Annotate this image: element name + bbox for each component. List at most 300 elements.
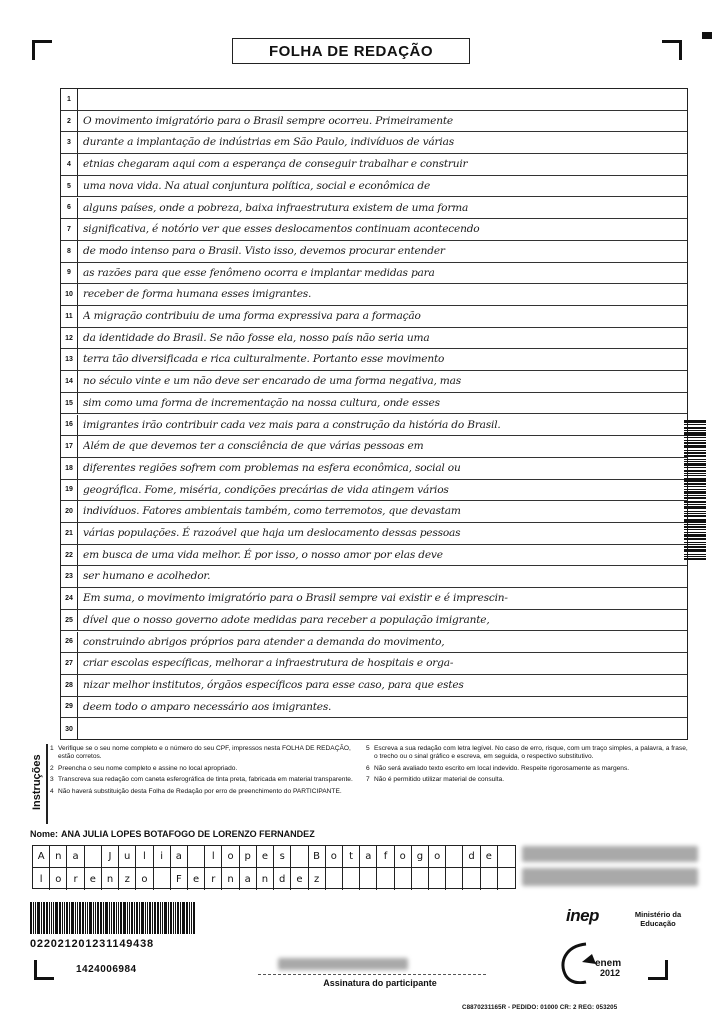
name-grid-cell: B	[309, 846, 326, 867]
name-grid-cell: a	[67, 846, 84, 867]
line-number: 23	[61, 566, 78, 587]
barcode-bar	[152, 902, 153, 934]
name-label: Nome:	[30, 829, 59, 839]
barcode-bar	[120, 902, 122, 934]
name-grid-cell	[498, 868, 515, 890]
signature-label: Assinatura do participante	[323, 978, 437, 988]
barcode-bar	[684, 538, 706, 540]
name-grid-row-1	[33, 846, 515, 868]
barcode-bar	[684, 430, 706, 431]
barcode-bar	[33, 902, 34, 934]
name-grid-cell: e	[257, 846, 274, 867]
barcode-bar	[684, 554, 706, 555]
essay-line	[61, 198, 687, 220]
inep-logo: inep	[566, 906, 599, 925]
barcode-bar	[684, 452, 706, 454]
handwritten-text: terra tão diversificada e rica culturalmente. Portanto esse movimento	[83, 353, 445, 366]
barcode-bar	[684, 437, 706, 438]
essay-line	[61, 349, 687, 371]
essay-line	[61, 653, 687, 675]
name-grid-row-2	[33, 868, 515, 890]
barcode-bar	[182, 902, 185, 934]
barcode-bar	[71, 902, 74, 934]
barcode-bar	[684, 424, 706, 425]
name-grid-cell: p	[240, 846, 257, 867]
handwritten-text: nizar melhor institutos, órgãos específicos para esse caso, para que estes	[83, 678, 464, 691]
handwritten-text: indivíduos. Fatores ambientais também, como terremotos, que devastam	[83, 505, 461, 518]
barcode-bar	[103, 902, 104, 934]
name-grid-cell: e	[85, 868, 102, 890]
barcode-bar	[51, 902, 52, 934]
name-grid-cell: o	[136, 868, 153, 890]
barcode-bar	[43, 902, 45, 934]
barcode-bar	[147, 902, 148, 934]
barcode-bar	[111, 902, 112, 934]
name-grid-cell: a	[240, 868, 257, 890]
line-number: 20	[61, 501, 78, 522]
essay-line	[61, 632, 687, 654]
signature-line	[258, 974, 486, 975]
barcode-bar	[85, 902, 86, 934]
instruction-item	[50, 765, 358, 773]
name-grid-cell: n	[257, 868, 274, 890]
barcode-bar	[131, 902, 133, 934]
barcode-bar	[145, 902, 146, 934]
essay-line	[61, 176, 687, 198]
barcode-bar	[684, 524, 706, 525]
barcode-bar	[82, 902, 84, 934]
instruction-number: 2	[50, 764, 54, 772]
line-number: 25	[61, 610, 78, 631]
essay-line	[61, 501, 687, 523]
name-grid-cell: l	[205, 846, 222, 867]
barcode-bar	[49, 902, 50, 934]
line-number: 27	[61, 653, 78, 674]
essay-line	[61, 523, 687, 545]
barcode-bar	[53, 902, 54, 934]
barcode-bar	[118, 902, 119, 934]
instructions-left-column	[50, 745, 358, 799]
barcode-bar	[684, 420, 706, 423]
handwritten-text: diferentes regiões sofrem com problemas na esfera econômica, social ou	[83, 461, 461, 474]
name-grid-cell: u	[119, 846, 136, 867]
barcode-bar	[684, 549, 706, 552]
redacted-signature	[278, 958, 408, 970]
line-number: 18	[61, 458, 78, 479]
barcode-bar	[79, 902, 81, 934]
name-grid-cell	[188, 846, 205, 867]
instruction-text: Verifique se o seu nome completo e o número do seu CPF, impressos nesta FOLHA DE REDAÇÃO, estão corretos.	[58, 745, 351, 761]
name-grid-cell	[498, 846, 515, 867]
handwritten-text: imigrantes irão contribuir cada vez mais para a construção da história do Brasil.	[83, 418, 501, 431]
registration-mark-bottom-left	[34, 960, 54, 980]
barcode-bar	[684, 497, 706, 499]
name-grid-cell: F	[171, 868, 188, 890]
inscription-number: 1424006984	[76, 964, 137, 975]
handwritten-text: da identidade do Brasil. Se não fosse ela, nosso país não seria uma	[83, 331, 430, 344]
barcode-bar	[684, 455, 706, 457]
essay-line	[61, 371, 687, 393]
barcode-bar	[684, 558, 706, 560]
barcode-bar	[55, 902, 58, 934]
barcode-bar	[684, 529, 706, 530]
handwritten-text: várias populações. É razoável que haja um deslocamento dessas pessoas	[83, 527, 461, 539]
barcode-bar	[684, 459, 706, 460]
barcode-bar	[35, 902, 36, 934]
handwritten-text	[83, 89, 681, 110]
essay-line	[61, 393, 687, 415]
line-number: 4	[61, 154, 78, 175]
registration-mark-top-right	[662, 40, 682, 60]
handwritten-text: receber de forma humana esses imigrantes.	[83, 288, 312, 301]
enem-wordmark: enem	[595, 958, 622, 969]
barcode-bar	[684, 489, 706, 490]
essay-line	[61, 89, 687, 111]
instructions-right-column	[366, 745, 692, 788]
essay-line	[61, 263, 687, 285]
barcode-bar	[684, 442, 706, 444]
handwritten-text: sim como uma forma de incrementação na nossa cultura, onde esses	[83, 396, 440, 409]
handwritten-text: as razões para que esse fenômeno ocorra e implantar medidas para	[83, 266, 435, 279]
essay-line	[61, 436, 687, 458]
name-grid-cell: n	[222, 868, 239, 890]
barcode-bar	[684, 483, 706, 485]
registration-mark-top-left	[32, 40, 52, 60]
line-number: 7	[61, 219, 78, 240]
barcode-bar	[127, 902, 128, 934]
barcode-bar	[162, 902, 163, 934]
barcode-bar	[41, 902, 42, 934]
name-grid-cell	[343, 868, 360, 890]
line-number: 3	[61, 132, 78, 153]
essay-line	[61, 219, 687, 241]
barcode-bar	[684, 506, 706, 509]
barcode-bar	[684, 504, 706, 505]
name-grid-cell: r	[67, 868, 84, 890]
barcode-bar	[62, 902, 63, 934]
barcode-bar	[684, 534, 706, 537]
name-grid-cell	[463, 868, 480, 890]
barcode-bar	[684, 440, 706, 441]
name-grid-cell: z	[119, 868, 136, 890]
redacted-cpf	[522, 846, 698, 862]
barcode-bar	[139, 902, 140, 934]
essay-sheet	[60, 88, 688, 740]
barcode-bar	[141, 902, 144, 934]
barcode-bar	[129, 902, 130, 934]
barcode-bar	[113, 902, 115, 934]
line-number: 2	[61, 111, 78, 132]
enem-year: 2012	[600, 968, 621, 978]
line-number: 17	[61, 436, 78, 457]
name-grid-cell: A	[33, 846, 50, 867]
barcode-bar	[95, 902, 96, 934]
barcode-bar	[684, 470, 706, 472]
line-number: 13	[61, 349, 78, 370]
essay-line	[61, 566, 687, 588]
name-grid-cell: d	[274, 868, 291, 890]
handwritten-text: geográfica. Fome, miséria, condições precárias de vida atingem vários	[83, 483, 449, 496]
name-grid-cell	[481, 868, 498, 890]
barcode-bar	[37, 902, 40, 934]
footer-code: C8870231165R - PEDIDO: 01000 CR: 2 REG: 053205	[462, 1004, 618, 1011]
barcode-bar	[684, 495, 706, 496]
name-grid-cell: n	[102, 868, 119, 890]
handwritten-text: construindo abrigos próprios para atender a demanda do movimento,	[83, 635, 445, 648]
handwritten-text: uma nova vida. Na atual conjuntura política, social e econômica de	[83, 179, 431, 192]
essay-line	[61, 154, 687, 176]
handwritten-text: Em suma, o movimento imigratório para o Brasil sempre vai existir e é imprescin-	[83, 592, 508, 605]
redacted-id	[522, 868, 698, 886]
barcode-bar	[684, 473, 706, 474]
name-grid-cell	[446, 868, 463, 890]
name-grid-cell: o	[50, 868, 67, 890]
registration-mark-bottom-right	[648, 960, 668, 980]
instruction-item	[50, 745, 358, 762]
instruction-item	[50, 788, 358, 796]
barcode-bar	[157, 902, 159, 934]
essay-line	[61, 588, 687, 610]
barcode-bar	[684, 450, 706, 451]
name-grid-cell: e	[291, 868, 308, 890]
barcode-bar	[684, 526, 706, 528]
line-number: 19	[61, 480, 78, 501]
barcode-bar	[684, 546, 706, 548]
instructions-label: Instruções	[31, 754, 43, 810]
barcode-bar	[684, 478, 706, 482]
barcode-bar	[105, 902, 108, 934]
barcode-bar	[46, 902, 48, 934]
handwritten-text: durante a implantação de indústrias em São Paulo, indivíduos de várias	[83, 136, 454, 149]
barcode-bar	[97, 902, 99, 934]
barcode-bar	[193, 902, 195, 934]
instruction-text: Preencha o seu nome completo e assine no local apropriado.	[58, 764, 238, 772]
timing-mark	[702, 32, 712, 39]
barcode-bar	[170, 902, 172, 934]
name-grid-cell: s	[274, 846, 291, 867]
instruction-text: Escreva a sua redação com letra legível. No caso de erro, risque, com um traço simples, a palavra, a frase, o trecho ou o sinal gráfico e escreva, em seguida, o respectivo substitutivo.	[374, 745, 688, 761]
line-number: 21	[61, 523, 78, 544]
essay-line	[61, 545, 687, 567]
essay-line	[61, 328, 687, 350]
name-grid-cell: J	[102, 846, 119, 867]
name-grid-cell	[429, 868, 446, 890]
name-grid-cell	[412, 868, 429, 890]
instruction-item	[366, 776, 692, 784]
line-number: 1	[61, 89, 78, 110]
form-title: FOLHA DE REDAÇÃO	[232, 38, 470, 64]
name-grid-cell	[377, 868, 394, 890]
barcode-bar	[154, 902, 156, 934]
name-grid-cell	[154, 868, 171, 890]
barcode-bar	[180, 902, 181, 934]
barcode-bar	[175, 902, 176, 934]
instruction-item	[366, 765, 692, 773]
name-grid-cell: o	[395, 846, 412, 867]
name-grid-cell: d	[463, 846, 480, 867]
instruction-text: Transcreva sua redação com caneta esferográfica de tinta preta, fabricada em material transparente.	[58, 776, 353, 784]
barcode-bar	[168, 902, 169, 934]
barcode-bar	[89, 902, 92, 934]
line-number: 29	[61, 697, 78, 718]
name-grid-cell	[326, 868, 343, 890]
line-number: 5	[61, 176, 78, 197]
barcode-bar	[684, 467, 706, 468]
handwritten-text: A migração contribuiu de uma forma expressiva para a formação	[83, 310, 421, 322]
barcode-bar	[149, 902, 151, 934]
barcode-bar	[684, 432, 706, 436]
handwritten-text	[83, 718, 681, 740]
handwritten-text: dível que o nosso governo adote medidas para receber a população imigrante,	[83, 613, 490, 626]
name-grid-cell: g	[412, 846, 429, 867]
name-grid-cell: e	[188, 868, 205, 890]
instruction-item	[366, 745, 692, 762]
line-number: 28	[61, 675, 78, 696]
barcode-bar	[109, 902, 110, 934]
line-number: 24	[61, 588, 78, 609]
barcode-bar	[30, 902, 32, 934]
name-grid-cell: a	[360, 846, 377, 867]
barcode-bar	[177, 902, 179, 934]
essay-line	[61, 480, 687, 502]
essay-line	[61, 306, 687, 328]
barcode-bar	[160, 902, 161, 934]
name-grid-cell	[85, 846, 102, 867]
instruction-number: 6	[366, 764, 370, 772]
barcode-bar	[684, 556, 706, 557]
handwritten-text: em busca de uma vida melhor. É por isso, o nosso amor por elas deve	[83, 548, 443, 561]
bottom-barcode	[30, 902, 198, 934]
barcode-bar	[93, 902, 94, 934]
name-grid-cell: r	[205, 868, 222, 890]
barcode-bar	[684, 513, 706, 514]
line-number: 8	[61, 241, 78, 262]
handwritten-text: ser humano e acolhedor.	[83, 570, 211, 583]
handwritten-text: deem todo o amparo necessário aos imigrantes.	[83, 700, 332, 713]
name-grid-cell: o	[429, 846, 446, 867]
essay-line	[61, 241, 687, 263]
handwritten-text: significativa, é notório ver que esses deslocamentos continuam acontecendo	[83, 223, 480, 236]
line-number: 30	[61, 718, 78, 740]
handwritten-text: de modo intenso para o Brasil. Visto isso, devemos procurar entender	[83, 244, 445, 257]
instruction-text: Não será avaliado texto escrito em local indevido. Respeite rigorosamente as margens.	[374, 764, 630, 772]
handwritten-text: no século vinte e um não deve ser encarado de uma forma negativa, mas	[83, 375, 461, 388]
essay-line	[61, 610, 687, 632]
barcode-bar	[164, 902, 167, 934]
barcode-bar	[684, 532, 706, 533]
side-barcode	[684, 420, 706, 600]
name-grid-cell: o	[326, 846, 343, 867]
line-number: 15	[61, 393, 78, 414]
name-grid-cell: t	[343, 846, 360, 867]
handwritten-text: alguns países, onde a pobreza, baixa infraestrutura existem de uma forma	[83, 201, 469, 214]
barcode-bar	[66, 902, 68, 934]
barcode-bar	[684, 461, 706, 462]
ministry-label: Ministério da Educação	[634, 910, 682, 928]
barcode-bar	[69, 902, 70, 934]
participant-name: ANA JULIA LOPES BOTAFOGO DE LORENZO FERNANDEZ	[61, 829, 315, 839]
essay-line	[61, 111, 687, 133]
handwritten-text: criar escolas específicas, melhorar a infraestrutura de hospitais e orga-	[83, 657, 454, 670]
barcode-bar	[684, 515, 706, 517]
line-number: 6	[61, 198, 78, 219]
essay-line	[61, 697, 687, 719]
barcode-bar	[134, 902, 135, 934]
barcode-bar	[684, 486, 706, 487]
essay-line	[61, 132, 687, 154]
barcode-bar	[684, 544, 706, 545]
name-grid-cell: z	[309, 868, 326, 890]
barcode-bar	[684, 491, 706, 494]
name-grid	[32, 845, 516, 889]
name-grid-cell	[291, 846, 308, 867]
name-grid-cell: a	[171, 846, 188, 867]
line-number: 11	[61, 306, 78, 327]
barcode-bar	[87, 902, 88, 934]
essay-line	[61, 718, 687, 740]
handwritten-text: Além de que devemos ter a consciência de que várias pessoas em	[83, 440, 424, 453]
handwritten-text: etnias chegaram aqui com a esperança de conseguir trabalhar e construir	[83, 158, 468, 171]
barcode-bar	[59, 902, 61, 934]
barcode-bar	[136, 902, 138, 934]
line-number: 16	[61, 415, 78, 436]
line-number: 9	[61, 263, 78, 284]
essay-line	[61, 284, 687, 306]
instruction-text: Não é permitido utilizar material de consulta.	[374, 776, 505, 784]
barcode-bar	[189, 902, 190, 934]
name-grid-cell: n	[50, 846, 67, 867]
essay-line	[61, 415, 687, 437]
barcode-bar	[684, 475, 706, 476]
line-number: 10	[61, 284, 78, 305]
barcode-bar	[684, 542, 706, 543]
participant-name-line	[30, 829, 315, 839]
name-grid-cell: e	[481, 846, 498, 867]
barcode-bar	[64, 902, 65, 934]
line-number: 22	[61, 545, 78, 566]
name-grid-cell: f	[377, 846, 394, 867]
barcode-bar	[186, 902, 188, 934]
barcode-bar	[75, 902, 76, 934]
name-grid-cell	[446, 846, 463, 867]
name-grid-cell: i	[154, 846, 171, 867]
line-number: 26	[61, 632, 78, 653]
name-grid-cell: o	[222, 846, 239, 867]
barcode-number: 022021201231149438	[30, 938, 154, 950]
name-grid-cell: l	[33, 868, 50, 890]
instruction-text: Não haverá substituição desta Folha de Redação por erro de preenchimento do PARTICIPANTE.	[58, 787, 342, 795]
barcode-bar	[100, 902, 102, 934]
barcode-bar	[173, 902, 174, 934]
barcode-bar	[116, 902, 117, 934]
barcode-bar	[684, 445, 706, 448]
instruction-number: 5	[366, 745, 370, 752]
essay-line	[61, 675, 687, 697]
instruction-number: 1	[50, 745, 54, 752]
barcode-bar	[684, 427, 706, 429]
barcode-bar	[684, 519, 706, 523]
instruction-item	[50, 776, 358, 784]
barcode-bar	[123, 902, 126, 934]
essay-line	[61, 458, 687, 480]
barcode-bar	[684, 501, 706, 503]
line-number: 12	[61, 328, 78, 349]
barcode-bar	[191, 902, 192, 934]
barcode-bar	[684, 511, 706, 512]
instruction-number: 4	[50, 787, 54, 795]
instruction-number: 7	[366, 776, 370, 784]
name-grid-cell	[360, 868, 377, 890]
